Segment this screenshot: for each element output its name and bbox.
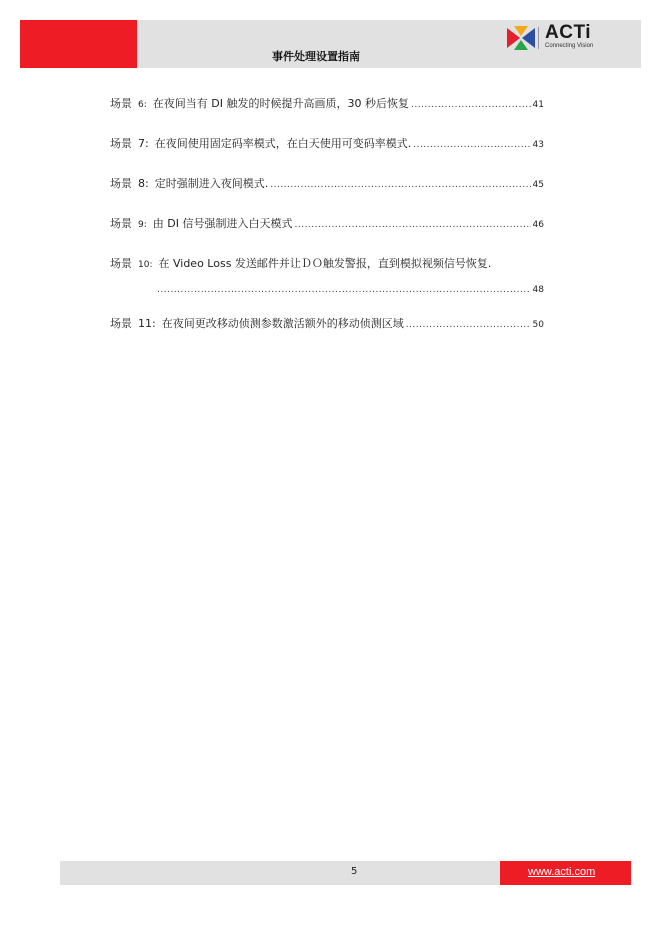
toc-entry-number: 9: bbox=[138, 220, 147, 230]
website-link[interactable]: www.acti.com bbox=[528, 866, 596, 878]
toc-entry-number: 8: bbox=[138, 177, 149, 190]
toc-entry-9[interactable] bbox=[110, 215, 544, 231]
toc-entry-label: 场景 bbox=[110, 137, 132, 150]
toc-entry-title: 由 DI 信号强制进入白天模式 bbox=[152, 217, 293, 230]
toc-entry-number: 10: bbox=[138, 260, 153, 270]
toc-entry-label: 场景 bbox=[110, 257, 132, 270]
toc-entry-page: 41 bbox=[532, 100, 544, 110]
toc-entry-label: 场景 bbox=[110, 97, 132, 110]
footer-gray-band bbox=[60, 861, 500, 885]
toc-entry-label: 场景 bbox=[110, 317, 132, 330]
toc-entry-page: 50 bbox=[532, 320, 544, 330]
toc-entry-title: 在夜间当有 DI 触发的时候提升高画质，30 秒后恢复 bbox=[152, 97, 409, 110]
toc-entry-title: 在夜间使用固定码率模式，在白天使用可变码率模式. bbox=[154, 137, 412, 150]
toc-leader-dots bbox=[406, 320, 531, 330]
toc-entry-page: 46 bbox=[532, 220, 544, 230]
toc-entry-page: 45 bbox=[532, 180, 544, 190]
page-number: 5 bbox=[351, 866, 358, 877]
toc-entry-10-continuation[interactable] bbox=[155, 285, 544, 295]
logo-tagline: Connecting Vision bbox=[545, 43, 594, 49]
toc-leader-dots bbox=[294, 220, 530, 230]
toc-entry-page: 48 bbox=[532, 285, 544, 295]
toc-entry-label: 场景 bbox=[110, 217, 132, 230]
logo-wordmark: ACTi bbox=[545, 22, 591, 43]
toc-leader-dots bbox=[413, 140, 530, 150]
toc-entry-label: 场景 bbox=[110, 177, 132, 190]
toc-entry-11[interactable] bbox=[110, 315, 544, 331]
toc-entry-title: 在 Video Loss 发送邮件并让ＤＯ触发警报，直到模拟视频信号恢复. bbox=[158, 257, 492, 270]
toc-entry-number: 7: bbox=[138, 137, 149, 150]
toc-entry-title: 在夜间更改移动侦测参数激活额外的移动侦测区域 bbox=[161, 317, 404, 330]
toc-entry-number: 6: bbox=[138, 100, 147, 110]
toc-leader-dots bbox=[157, 285, 531, 295]
toc-entry-number: 11: bbox=[138, 317, 156, 330]
toc-entry-title: 定时强制进入夜间模式. bbox=[154, 177, 269, 190]
toc-leader-dots bbox=[270, 180, 530, 190]
toc-leader-dots bbox=[411, 100, 531, 110]
toc-entry-7[interactable] bbox=[110, 135, 544, 151]
document-title: 事件处理设置指南 bbox=[272, 50, 360, 63]
toc-entry-8[interactable] bbox=[110, 175, 544, 191]
toc-entry-10[interactable] bbox=[110, 255, 544, 271]
toc-entry-6[interactable] bbox=[110, 95, 544, 111]
toc-entry-page: 43 bbox=[532, 140, 544, 150]
